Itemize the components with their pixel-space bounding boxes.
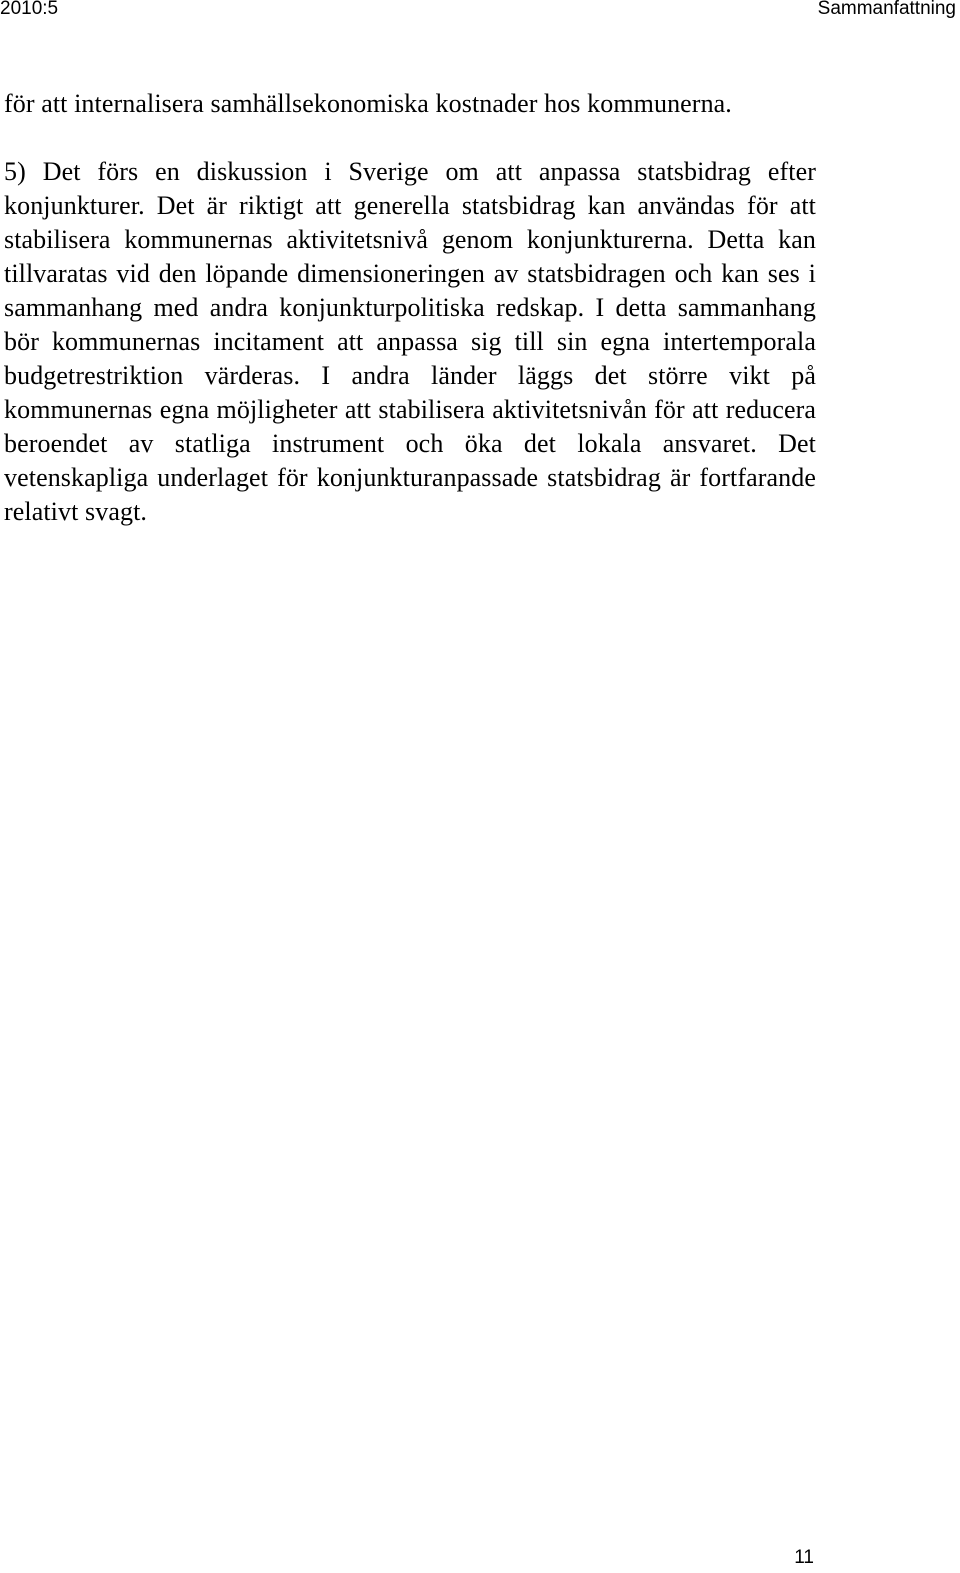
page-number: 11 [794,1547,814,1568]
body-text [4,87,816,529]
section-title: Sammanfattning [817,0,956,19]
paragraph: för att internalisera samhällsekonomiska kostnader hos kommunerna. [4,89,732,118]
running-header [0,0,960,20]
report-number: 2010:5 [0,0,59,19]
paragraph: 5) Det förs en diskussion i Sverige om att anpassa statsbidrag efter konjunkturer. Det är riktigt att generella statsbidrag kan användas för att stabilisera kommunernas aktivitetsnivå genom konjunkturerna. Detta kan tillvaratas vid den löpande dimensioneringen av statsbidragen och kan ses i sammanhang med andra konjunkturpolitiska redskap. I detta sammanhang bör kommunernas incitament att anpassa sig till sin egna intertemporala budgetrestriktion värderas. I andra länder läggs det större vikt på kommunernas egna möjligheter att stabilisera aktivitetsnivån för att reducera beroendet av statliga instrument och öka det lokala ansvaret. Det vetenskapliga underlaget för konjunkturanpassade statsbidrag är fortfarande relativt svagt. [4,157,816,526]
